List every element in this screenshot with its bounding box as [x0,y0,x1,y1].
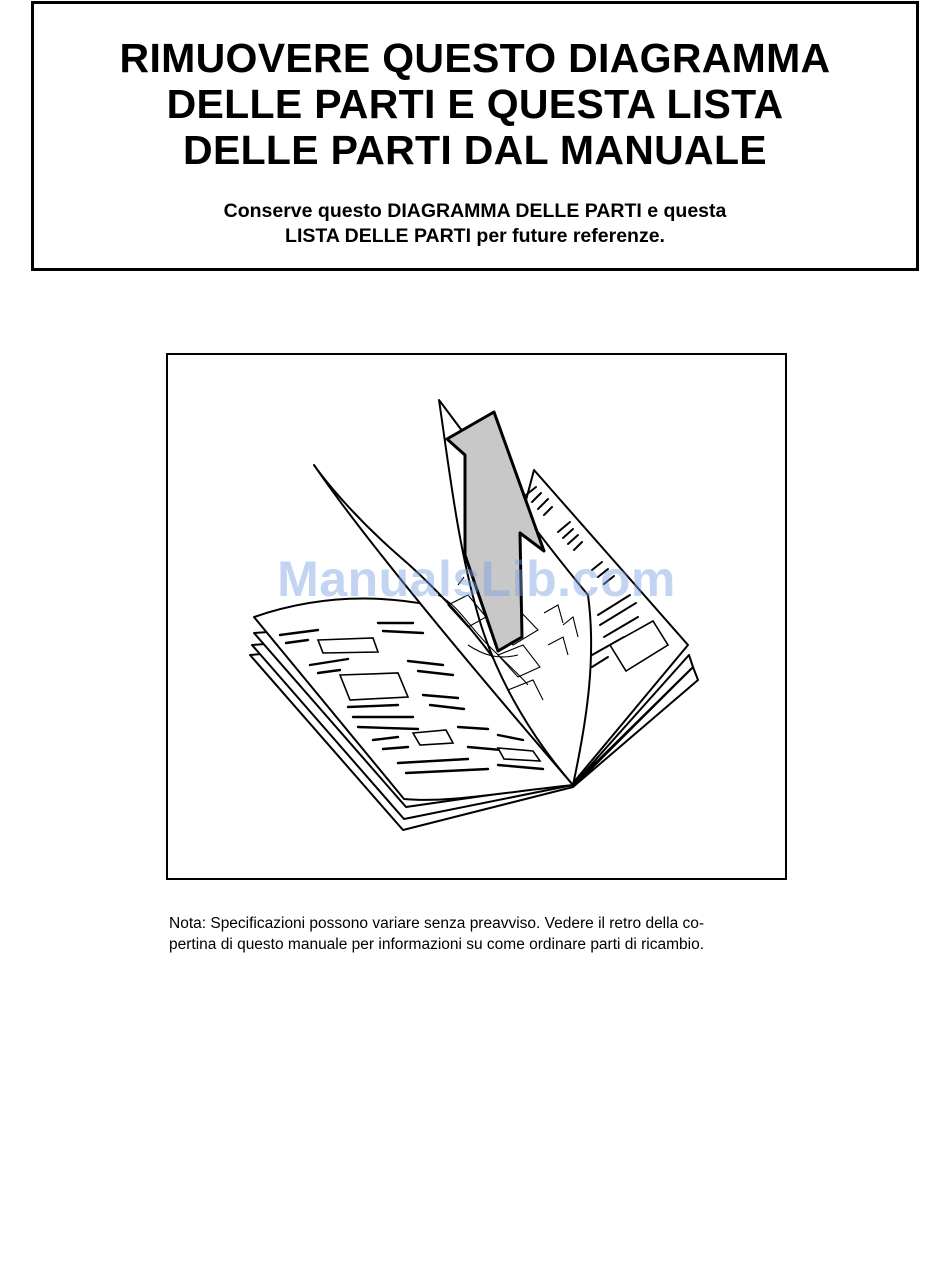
watermark: ManualsLib.com [277,551,676,607]
open-manual-drawing [168,355,785,878]
subtitle-line-2: LISTA DELLE PARTI per future referenze. [285,225,665,247]
subtitle-line-1: Conserve questo DIAGRAMMA DELLE PARTI e questa [223,200,727,222]
note-line-2: pertina di questo manuale per informazioni su come ordinare parti di ricambio. [169,936,705,953]
note-text [169,913,809,955]
page-title [34,35,916,173]
title-line-1: RIMUOVERE QUESTO DIAGRAMMA [119,35,831,81]
manual-illustration [166,353,787,880]
title-line-2: DELLE PARTI E QUESTA LISTA [166,81,784,127]
page-subtitle [34,199,916,249]
header-box [31,1,919,271]
title-line-3: DELLE PARTI DAL MANUALE [183,127,767,173]
note-line-1: Nota: Specificazioni possono variare senza preavviso. Vedere il retro della co- [169,915,705,932]
